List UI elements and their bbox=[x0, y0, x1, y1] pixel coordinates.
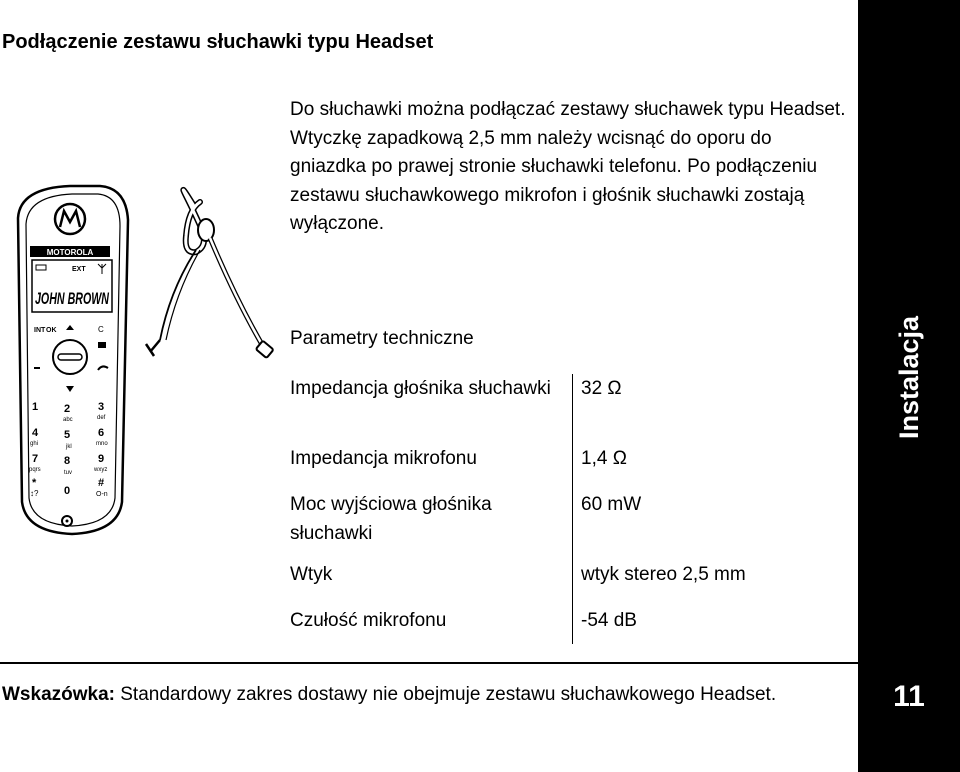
headset-plug-icon bbox=[146, 340, 160, 356]
specs-heading: Parametry techniczne bbox=[290, 328, 474, 349]
key-3: 3 bbox=[98, 401, 105, 413]
table-row bbox=[290, 444, 810, 490]
headset-icon bbox=[146, 190, 274, 358]
handset-headset-illustration bbox=[0, 180, 290, 540]
intro-paragraph-2: Wtyczkę zapadkową 2,5 mm należy wcisnąć do oporu do gniazdka po prawej stronie słuchawki telefonu. Po podłączeniu zestawu słuchawkowego mikrofon i głośnik słuchawki zostają wyłączone. bbox=[290, 127, 818, 234]
spec-label: Czułość mikrofonu bbox=[290, 610, 447, 631]
key-2: 2 bbox=[64, 403, 71, 415]
hint-label: Wskazówka: bbox=[2, 684, 115, 705]
key-hash: # bbox=[98, 477, 105, 489]
svg-text:↕?: ↕? bbox=[30, 489, 39, 498]
spec-value: 1,4 Ω bbox=[573, 444, 811, 490]
table-row bbox=[290, 560, 810, 606]
menu-icon bbox=[98, 342, 106, 348]
table-row bbox=[290, 374, 810, 444]
hint-text: Standardowy zakres dostawy nie obejmuje zestawu słuchawkowego Headset. bbox=[114, 684, 777, 705]
key-9: 9 bbox=[98, 453, 105, 465]
hint-divider bbox=[0, 662, 858, 664]
key-6: 6 bbox=[98, 427, 105, 439]
spec-label: Wtyk bbox=[290, 564, 333, 585]
svg-text:O‑n: O‑n bbox=[96, 491, 108, 498]
key-5: 5 bbox=[64, 429, 71, 441]
key-1: 1 bbox=[32, 401, 39, 413]
key-7: 7 bbox=[32, 453, 39, 465]
svg-text:def: def bbox=[97, 415, 106, 421]
motorola-logo-icon bbox=[55, 204, 85, 234]
svg-text:abc: abc bbox=[63, 417, 73, 423]
svg-text:tuv: tuv bbox=[64, 470, 73, 476]
table-row bbox=[290, 490, 810, 560]
key-star: * bbox=[32, 477, 37, 489]
page-number: 11 bbox=[893, 680, 925, 713]
svg-text:mno: mno bbox=[96, 441, 108, 447]
key-8: 8 bbox=[64, 455, 71, 467]
handset-brand: MOTOROLA bbox=[46, 248, 94, 257]
svg-text:pqrs: pqrs bbox=[29, 467, 41, 473]
section-tab-label: Instalacja bbox=[894, 315, 924, 439]
display-status: EXT bbox=[72, 266, 86, 273]
specs-table bbox=[290, 374, 810, 644]
svg-text:ghi: ghi bbox=[30, 441, 39, 447]
display-name: JOHN BROWN bbox=[35, 289, 110, 308]
intro-paragraph-1: Do słuchawki można podłączać zestawy słuchawek typu Headset. bbox=[290, 99, 846, 120]
intro-text bbox=[290, 96, 850, 239]
spec-label: Impedancja mikrofonu bbox=[290, 448, 477, 469]
soft-key-ok: OK bbox=[46, 327, 57, 334]
key-0: 0 bbox=[64, 485, 71, 497]
spec-value: 32 Ω bbox=[573, 374, 811, 444]
page-title: Podłączenie zestawu słuchawki typu Headset bbox=[2, 31, 434, 53]
key-4: 4 bbox=[32, 427, 39, 439]
soft-key-c: C bbox=[98, 325, 104, 334]
svg-text:jkl: jkl bbox=[66, 444, 72, 450]
spec-label: Moc wyjściowa głośnika słuchawki bbox=[290, 494, 492, 544]
spec-value: -54 dB bbox=[573, 606, 811, 644]
spec-value: wtyk stereo 2,5 mm bbox=[573, 560, 811, 606]
spec-value: 60 mW bbox=[573, 490, 811, 560]
spec-label: Impedancja głośnika słuchawki bbox=[290, 378, 551, 399]
svg-text:wxyz: wxyz bbox=[94, 467, 108, 473]
table-row bbox=[290, 606, 810, 644]
soft-key-int: INT bbox=[34, 327, 46, 334]
hint-note bbox=[2, 683, 838, 706]
